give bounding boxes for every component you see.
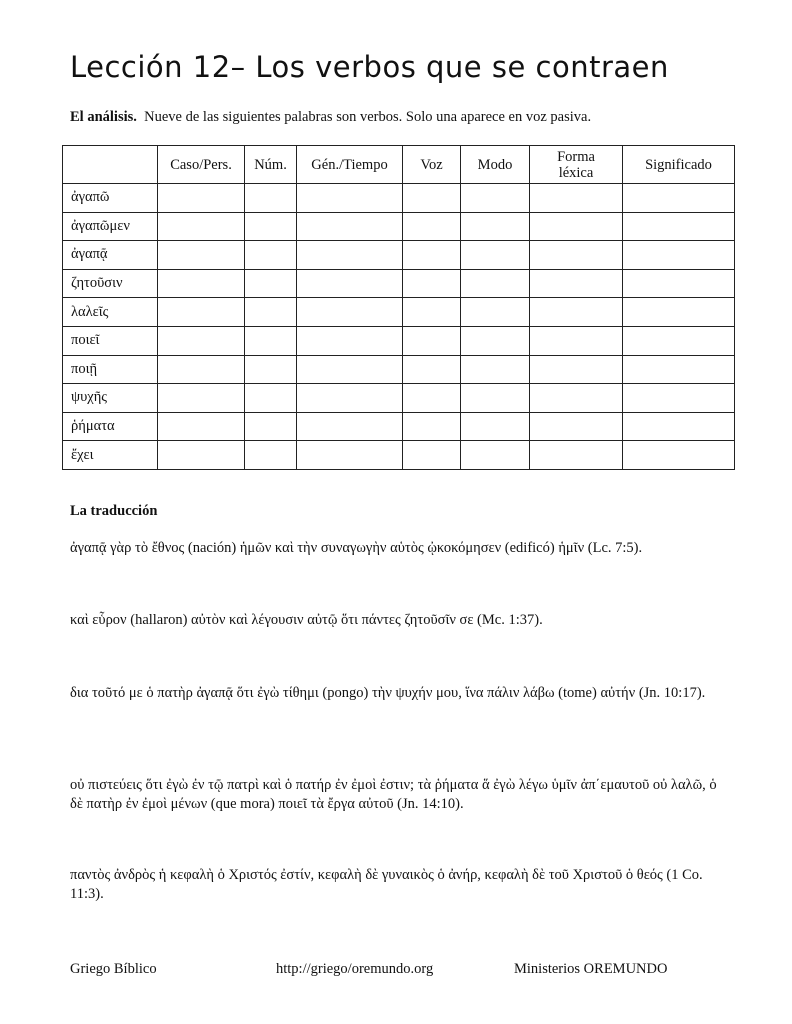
greek-word-cell: ἀγαπᾷ bbox=[63, 241, 158, 270]
answer-cell[interactable] bbox=[297, 184, 403, 213]
table-body bbox=[63, 184, 735, 470]
answer-cell[interactable] bbox=[403, 298, 461, 327]
answer-cell[interactable] bbox=[461, 298, 530, 327]
footer-url: http://griego/oremundo.org bbox=[276, 961, 434, 977]
answer-cell[interactable] bbox=[461, 269, 530, 298]
translation-title: La traducción bbox=[70, 503, 158, 519]
column-header: Gén./Tiempo bbox=[297, 146, 403, 184]
greek-word-cell: ῥήματα bbox=[63, 412, 158, 441]
footer-ministry: Ministerios OREMUNDO bbox=[514, 961, 668, 977]
answer-cell[interactable] bbox=[530, 441, 623, 470]
answer-cell[interactable] bbox=[403, 184, 461, 213]
answer-cell[interactable] bbox=[158, 241, 245, 270]
answer-cell[interactable] bbox=[623, 384, 735, 413]
answer-cell[interactable] bbox=[297, 355, 403, 384]
answer-cell[interactable] bbox=[403, 355, 461, 384]
greek-word-cell: ἔχει bbox=[63, 441, 158, 470]
analysis-text: Nueve de las siguientes palabras son verbos. Solo una aparece en voz pasiva. bbox=[144, 109, 592, 125]
answer-cell[interactable] bbox=[158, 212, 245, 241]
answer-cell[interactable] bbox=[297, 412, 403, 441]
answer-cell[interactable] bbox=[530, 355, 623, 384]
translation-sentence: παντὸς ἀνδρὸς ἡ κεφαλὴ ὁ Χριστός ἐστίν, κεφαλὴ δὲ γυναικὸς ὁ ἀνήρ, κεφαλὴ δὲ τοῦ Χριστοῦ ὁ θεός (1 Co. 11:3). bbox=[70, 867, 703, 902]
answer-cell[interactable] bbox=[245, 355, 297, 384]
answer-cell[interactable] bbox=[245, 184, 297, 213]
answer-cell[interactable] bbox=[297, 384, 403, 413]
answer-cell[interactable] bbox=[403, 384, 461, 413]
answer-cell[interactable] bbox=[530, 298, 623, 327]
answer-cell[interactable] bbox=[297, 326, 403, 355]
answer-cell[interactable] bbox=[530, 241, 623, 270]
analysis-table bbox=[62, 145, 735, 470]
answer-cell[interactable] bbox=[245, 384, 297, 413]
answer-cell[interactable] bbox=[403, 269, 461, 298]
answer-cell[interactable] bbox=[245, 269, 297, 298]
answer-cell[interactable] bbox=[297, 269, 403, 298]
answer-cell[interactable] bbox=[530, 212, 623, 241]
column-header bbox=[63, 146, 158, 184]
table-row bbox=[63, 355, 735, 384]
column-header: Núm. bbox=[245, 146, 297, 184]
answer-cell[interactable] bbox=[461, 241, 530, 270]
answer-cell[interactable] bbox=[297, 298, 403, 327]
answer-cell[interactable] bbox=[461, 384, 530, 413]
answer-cell[interactable] bbox=[403, 241, 461, 270]
answer-cell[interactable] bbox=[245, 441, 297, 470]
greek-word-cell: ἀγαπῶ bbox=[63, 184, 158, 213]
answer-cell[interactable] bbox=[623, 412, 735, 441]
answer-cell[interactable] bbox=[461, 212, 530, 241]
column-header: Significado bbox=[623, 146, 735, 184]
answer-cell[interactable] bbox=[297, 441, 403, 470]
answer-cell[interactable] bbox=[530, 184, 623, 213]
answer-cell[interactable] bbox=[530, 326, 623, 355]
answer-cell[interactable] bbox=[158, 412, 245, 441]
answer-cell[interactable] bbox=[297, 212, 403, 241]
answer-cell[interactable] bbox=[158, 441, 245, 470]
answer-cell[interactable] bbox=[623, 298, 735, 327]
column-header: Modo bbox=[461, 146, 530, 184]
table-row bbox=[63, 412, 735, 441]
greek-word-cell: ψυχῆς bbox=[63, 384, 158, 413]
answer-cell[interactable] bbox=[530, 412, 623, 441]
answer-cell[interactable] bbox=[158, 298, 245, 327]
answer-cell[interactable] bbox=[403, 412, 461, 441]
answer-cell[interactable] bbox=[245, 326, 297, 355]
translation-sentence: ἀγαπᾷ γὰρ τὸ ἔθνος (nación) ἡμῶν καὶ τὴν συναγωγὴν αὑτὸς ᾠκοκόμησεν (edificó) ἡμῖν (Lc. 7:5). bbox=[70, 540, 643, 556]
table-row bbox=[63, 269, 735, 298]
answer-cell[interactable] bbox=[245, 298, 297, 327]
answer-cell[interactable] bbox=[403, 212, 461, 241]
analysis-label: El análisis. bbox=[70, 109, 137, 125]
answer-cell[interactable] bbox=[623, 184, 735, 213]
answer-cell[interactable] bbox=[158, 326, 245, 355]
answer-cell[interactable] bbox=[623, 212, 735, 241]
answer-cell[interactable] bbox=[158, 269, 245, 298]
table-row bbox=[63, 441, 735, 470]
answer-cell[interactable] bbox=[623, 326, 735, 355]
column-header: Voz bbox=[403, 146, 461, 184]
answer-cell[interactable] bbox=[245, 241, 297, 270]
answer-cell[interactable] bbox=[158, 384, 245, 413]
answer-cell[interactable] bbox=[245, 412, 297, 441]
answer-cell[interactable] bbox=[623, 355, 735, 384]
greek-word-cell: ζητοῦσιν bbox=[63, 269, 158, 298]
answer-cell[interactable] bbox=[403, 441, 461, 470]
answer-cell[interactable] bbox=[623, 441, 735, 470]
answer-cell[interactable] bbox=[530, 384, 623, 413]
answer-cell[interactable] bbox=[530, 269, 623, 298]
translation-sentence: οὐ πιστεύεις ὅτι ἐγὼ ἐν τῷ πατρὶ καὶ ὁ πατήρ ἐν ἐμοὶ ἐστιν; τὰ ῥήματα ἅ ἐγὼ λέγω ὑμῖν ἀπ΄εμαυτοῦ οὐ λαλῶ, ὁ δὲ πατὴρ ἐν ἐμοὶ μένων (que mora) ποιεῖ τὰ ἔργα αὐτοῦ (Jn. 14:10). bbox=[70, 777, 717, 812]
table-row bbox=[63, 241, 735, 270]
answer-cell[interactable] bbox=[158, 184, 245, 213]
table-header-row bbox=[63, 146, 735, 184]
column-header: Forma léxica bbox=[530, 146, 623, 184]
translation-sentence: δια τοῦτό με ὁ πατὴρ ἀγαπᾷ ὅτι ἐγὼ τίθημι (pongo) τὴν ψυχήν μου, ἵνα πάλιν λάβω (tome) αὐτήν (Jn. 10:17). bbox=[70, 685, 706, 701]
page-title: Lección 12– Los verbos que se contraen bbox=[70, 50, 669, 84]
answer-cell[interactable] bbox=[623, 241, 735, 270]
table-row bbox=[63, 384, 735, 413]
answer-cell[interactable] bbox=[245, 212, 297, 241]
answer-cell[interactable] bbox=[461, 412, 530, 441]
answer-cell[interactable] bbox=[623, 269, 735, 298]
greek-word-cell: ποιῇ bbox=[63, 355, 158, 384]
greek-word-cell: ποιεῖ bbox=[63, 326, 158, 355]
answer-cell[interactable] bbox=[461, 355, 530, 384]
answer-cell[interactable] bbox=[158, 355, 245, 384]
table-row bbox=[63, 184, 735, 213]
table-row bbox=[63, 298, 735, 327]
translation-sentence: καὶ εὗρον (hallaron) αὐτὸν καὶ λέγουσιν αὐτῷ ὅτι πάντες ζητοῦσῖν σε (Mc. 1:37). bbox=[70, 612, 543, 628]
column-header: Caso/Pers. bbox=[158, 146, 245, 184]
table-row bbox=[63, 212, 735, 241]
answer-cell[interactable] bbox=[461, 441, 530, 470]
answer-cell[interactable] bbox=[403, 326, 461, 355]
greek-word-cell: ἀγαπῶμεν bbox=[63, 212, 158, 241]
greek-word-cell: λαλεῖς bbox=[63, 298, 158, 327]
footer-course: Griego Bíblico bbox=[70, 961, 157, 977]
analysis-instructions bbox=[70, 109, 591, 126]
answer-cell[interactable] bbox=[297, 241, 403, 270]
answer-cell[interactable] bbox=[461, 184, 530, 213]
answer-cell[interactable] bbox=[461, 326, 530, 355]
table-row bbox=[63, 326, 735, 355]
